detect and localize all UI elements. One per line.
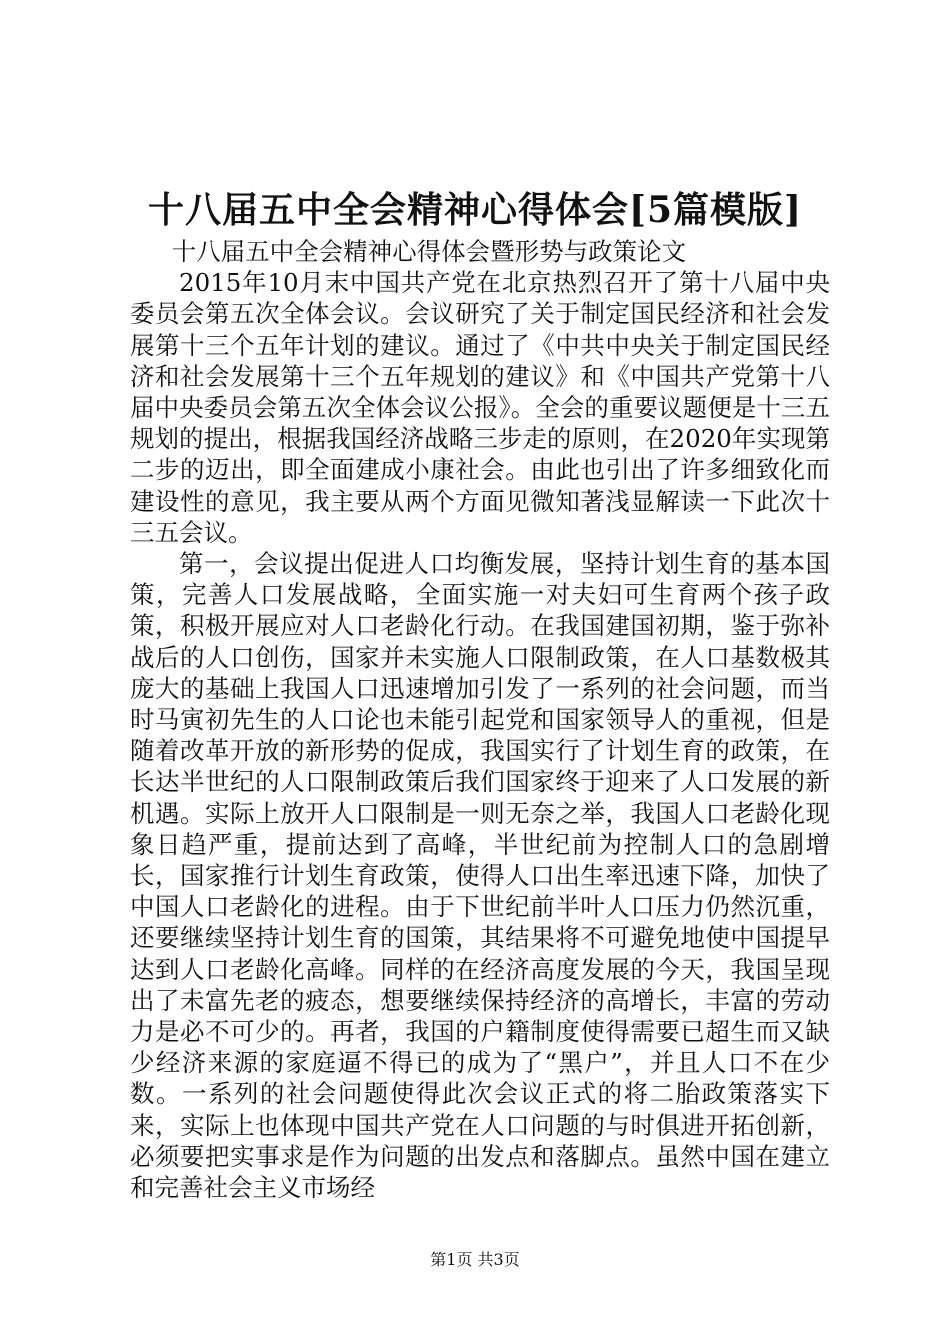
paragraph-1: 2015年10月末中国共产党在北京热烈召开了第十八届中央委员会第五次全体会议。会议研究了关于制定国民经济和社会发展第十三个五年计划的建议。通过了《中共中央关于制定国民经济和社会发展第十三个五年规划的建议》和《中国共产党第十八届中央委员会第五次全体会议公报》。全会的重要议题便是十三五规划的提出，根据我国经济战略三步走的原则，在2020年实现第二步的迈出，即全面建成小康社会。由此也引出了许多细致化而建设性的意见，我主要从两个方面见微知著浅显解读一下此次十三五会议。 (130, 268, 830, 547)
document-title: 十八届五中全会精神心得体会[5篇模版] (147, 189, 803, 231)
paragraph-2: 第一，会议提出促进人口均衡发展，坚持计划生育的基本国策，完善人口发展战略，全面实施一对夫妇可生育两个孩子政策，积极开展应对人口老龄化行动。在我国建国初期，鉴于弥补战后的人口创伤，国家并未实施人口限制政策，在人口基数极其庞大的基础上我国人口迅速增加引发了一系列的社会问题，而当时马寅初先生的人口论也未能引起党和国家领导人的重视，但是随着改革开放的新形势的促成，我国实行了计划生育的政策，在长达半世纪的人口限制政策后我们国家终于迎来了人口发展的新机遇。实际上放开人口限制是一则无奈之举，我国人口老龄化现象日趋严重，提前达到了高峰，半世纪前为控制人口的急剧增长，国家推行计划生育政策，使得人口出生率迅速下降，加快了中国人口老龄化的进程。由于下世纪前半叶人口压力仍然沉重，还要继续坚持计划生育的国策，其结果将不可避免地使中国提早达到人口老龄化高峰。同样的在经济高度发展的今天，我国呈现出了未富先老的疲态，想要继续保持经济的高增长，丰富的劳动力是必不可少的。再者，我国的户籍制度使得需要已超生而又缺少经济来源的家庭逼不得已的成为了“黑户”，并且人口不在少数。一系列的社会问题使得此次会议正式的将二胎政策落实下来，实际上也体现中国共产党在人口问题的与时俱进开拓创新，必须要把实事求是作为问题的出发点和落脚点。虽然中国在建立和完善社会主义市场经 (130, 549, 830, 1203)
document-subtitle: 十八届五中全会精神心得体会暨形势与政策论文 (171, 237, 687, 266)
document-body (130, 236, 830, 1203)
page-footer: 第1页 共3页 (430, 1250, 520, 1269)
